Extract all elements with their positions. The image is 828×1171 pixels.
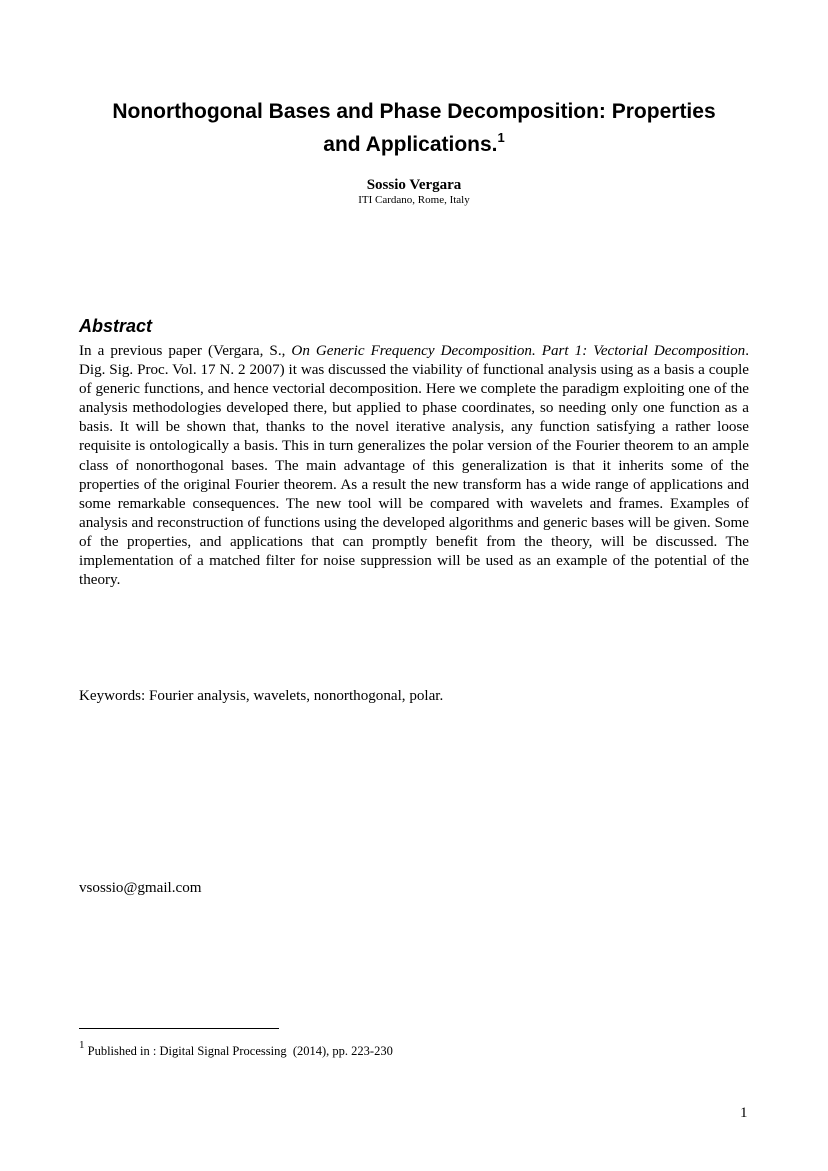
- abstract-body: [79, 342, 749, 590]
- abstract-citation-title: On Generic Frequency Decomposition. Part 1: Vectorial Decomposition: [291, 343, 746, 359]
- abstract-text-start: In a previous paper (Vergara, S.,: [79, 343, 292, 359]
- paper-title: [80, 98, 748, 158]
- author-name: Sossio Vergara: [366, 177, 462, 193]
- title-line-2: and Applications.: [323, 133, 498, 156]
- author-affiliation: ITI Cardano, Rome, Italy: [358, 194, 470, 206]
- keywords: Keywords: Fourier analysis, wavelets, nonorthogonal, polar.: [79, 688, 444, 704]
- abstract-text-rest: . Dig. Sig. Proc. Vol. 17 N. 2 2007) it was discussed the viability of functional analysis using as a basis a couple of generic functions, and hence vectorial decomposition. Here we complete the paradigm exploiting one of the analysis methodologies developed there, but applied to phase coordinates, so needing only one function as a basis. It will be shown that, thanks to the novel iterative analysis, any function satisfying a rather loose requisite is ontologically a basis. This in turn generalizes the polar version of the Fourier theorem to an ample class of nonorthogonal bases. The main advantage of this generalization is that it inherits some of the properties of the original Fourier theorem. As a result the new transform has a wide range of applications and some remarkable consequences. The new tool will be compared with wavelets and frames. Examples of analysis and reconstruction of functions using the developed algorithms and generic bases will be given. Some of the properties, and applications that can promptly benefit from the theory, will be discussed. The implementation of a matched filter for noise suppression will be used as an example of the potential of the theory.: [79, 343, 749, 589]
- footnote: [79, 1038, 393, 1060]
- abstract-heading: Abstract: [79, 316, 153, 336]
- author-email: vsossio@gmail.com: [79, 880, 202, 896]
- footnote-mark: 1: [79, 1039, 85, 1051]
- footnote-divider: [79, 1028, 279, 1029]
- title-line-1: Nonorthogonal Bases and Phase Decomposition: Properties: [112, 100, 716, 123]
- footnote-text: Published in : Digital Signal Processing (2014), pp. 223-230: [84, 1044, 393, 1059]
- page-number: 1: [740, 1105, 748, 1121]
- title-footnote-mark: 1: [497, 130, 505, 145]
